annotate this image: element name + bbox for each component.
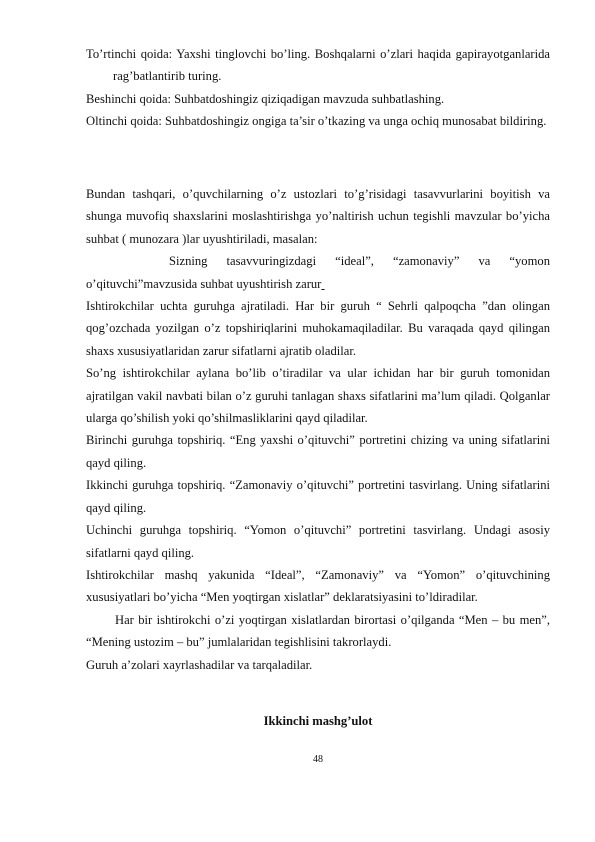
intro-paragraph: Bundan tashqari, o’quvchilarning o’z ustozlari to’g’risidagi tasavvurlarini boyitish va shunga muvofiq shaxslarini moslashtirishga yo’naltirish uchun tegishli mavzular bo’yicha suhbat ( munozara )lar uyushtiriladi, masalan:	[86, 187, 550, 246]
rule-6: Oltinchi qoida: Suhbatdoshingiz ongiga ta’sir o’tkazing va unga ochiq munosabat bildiring.	[86, 114, 547, 129]
note-paragraph: Har bir ishtirokchi o’zi yoqtirgan xislatlardan birortasi o’qilganda “Men – bu men”, “Mening ustozim – bu” jumlalaridan tegishlisini takrorlaydi.	[86, 612, 550, 650]
section-heading: Ikkinchi mashg’ulot	[263, 714, 373, 728]
task-group-2: Ikkinchi guruhga topshiriq. “Zamonaviy o’qituvchi” portretini tasvirlang. Uning sifatlarini qayd qiling.	[86, 478, 550, 515]
page-number: 48	[313, 754, 323, 765]
topic-underline-mark	[321, 277, 324, 291]
rules-block	[86, 43, 550, 133]
summary-paragraph: Ishtirokchilar mashq yakunida “Ideal”, “Zamonaviy” va “Yomon” o’qituvchining xususiyatlari bo’yicha “Men yoqtirgan xislatlar” deklaratsiyasini to’ldiradilar.	[86, 567, 550, 605]
topic-text: Sizning tasavvuringizdagi “ideal”, “zamonaviy” va “yomon o’qituvchi”mavzusida suhbat uyushtirish zarur	[86, 254, 550, 291]
main-text-block	[86, 183, 550, 676]
topic-paragraph	[86, 250, 550, 295]
circle-paragraph: So’ng ishtirokchilar aylana bo’lib o’tiradilar va ular ichidan har bir guruh tomonidan ajratilgan vakil navbati bilan o’z guruhi tanlagan shaxs sifatlarini ma’lum qiladi. Qolganlar ularga qo’shilish yoki qo’shilmasliklarini qayd qiladilar.	[86, 366, 550, 426]
rule-5: Beshinchi qoida: Suhbatdoshingiz qiziqadigan mavzuda suhbatlashing.	[86, 91, 445, 106]
task-group-3: Uchinchi guruhga topshiriq. “Yomon o’qituvchi” portretini tasvirlang. Undagi asosiy sifatlarni qayd qiling.	[86, 523, 550, 560]
task-group-1: Birinchi guruhga topshiriq. “Eng yaxshi o’qituvchi” portretini chizing va uning sifatlarini qayd qiling.	[86, 433, 550, 470]
groups-paragraph: Ishtirokchilar uchta guruhga ajratiladi. Har bir guruh “ Sehrli qalpoqcha ”dan olingan qog’ozchada yozilgan o’z topshiriqlarini muhokamaqiladilar. Bu varaqada qayd qilingan shaxs xususiyatlaridan zarur sifatlarni ajratib oladilar.	[86, 299, 550, 358]
rule-4: To’rtinchi qoida: Yaxshi tinglovchi bo’ling. Boshqalarni o’zlari haqida gapirayotganlarida rag’batlantirib turing.	[86, 47, 550, 84]
closing-paragraph: Guruh a’zolari xayrlashadilar va tarqaladilar.	[86, 657, 313, 672]
